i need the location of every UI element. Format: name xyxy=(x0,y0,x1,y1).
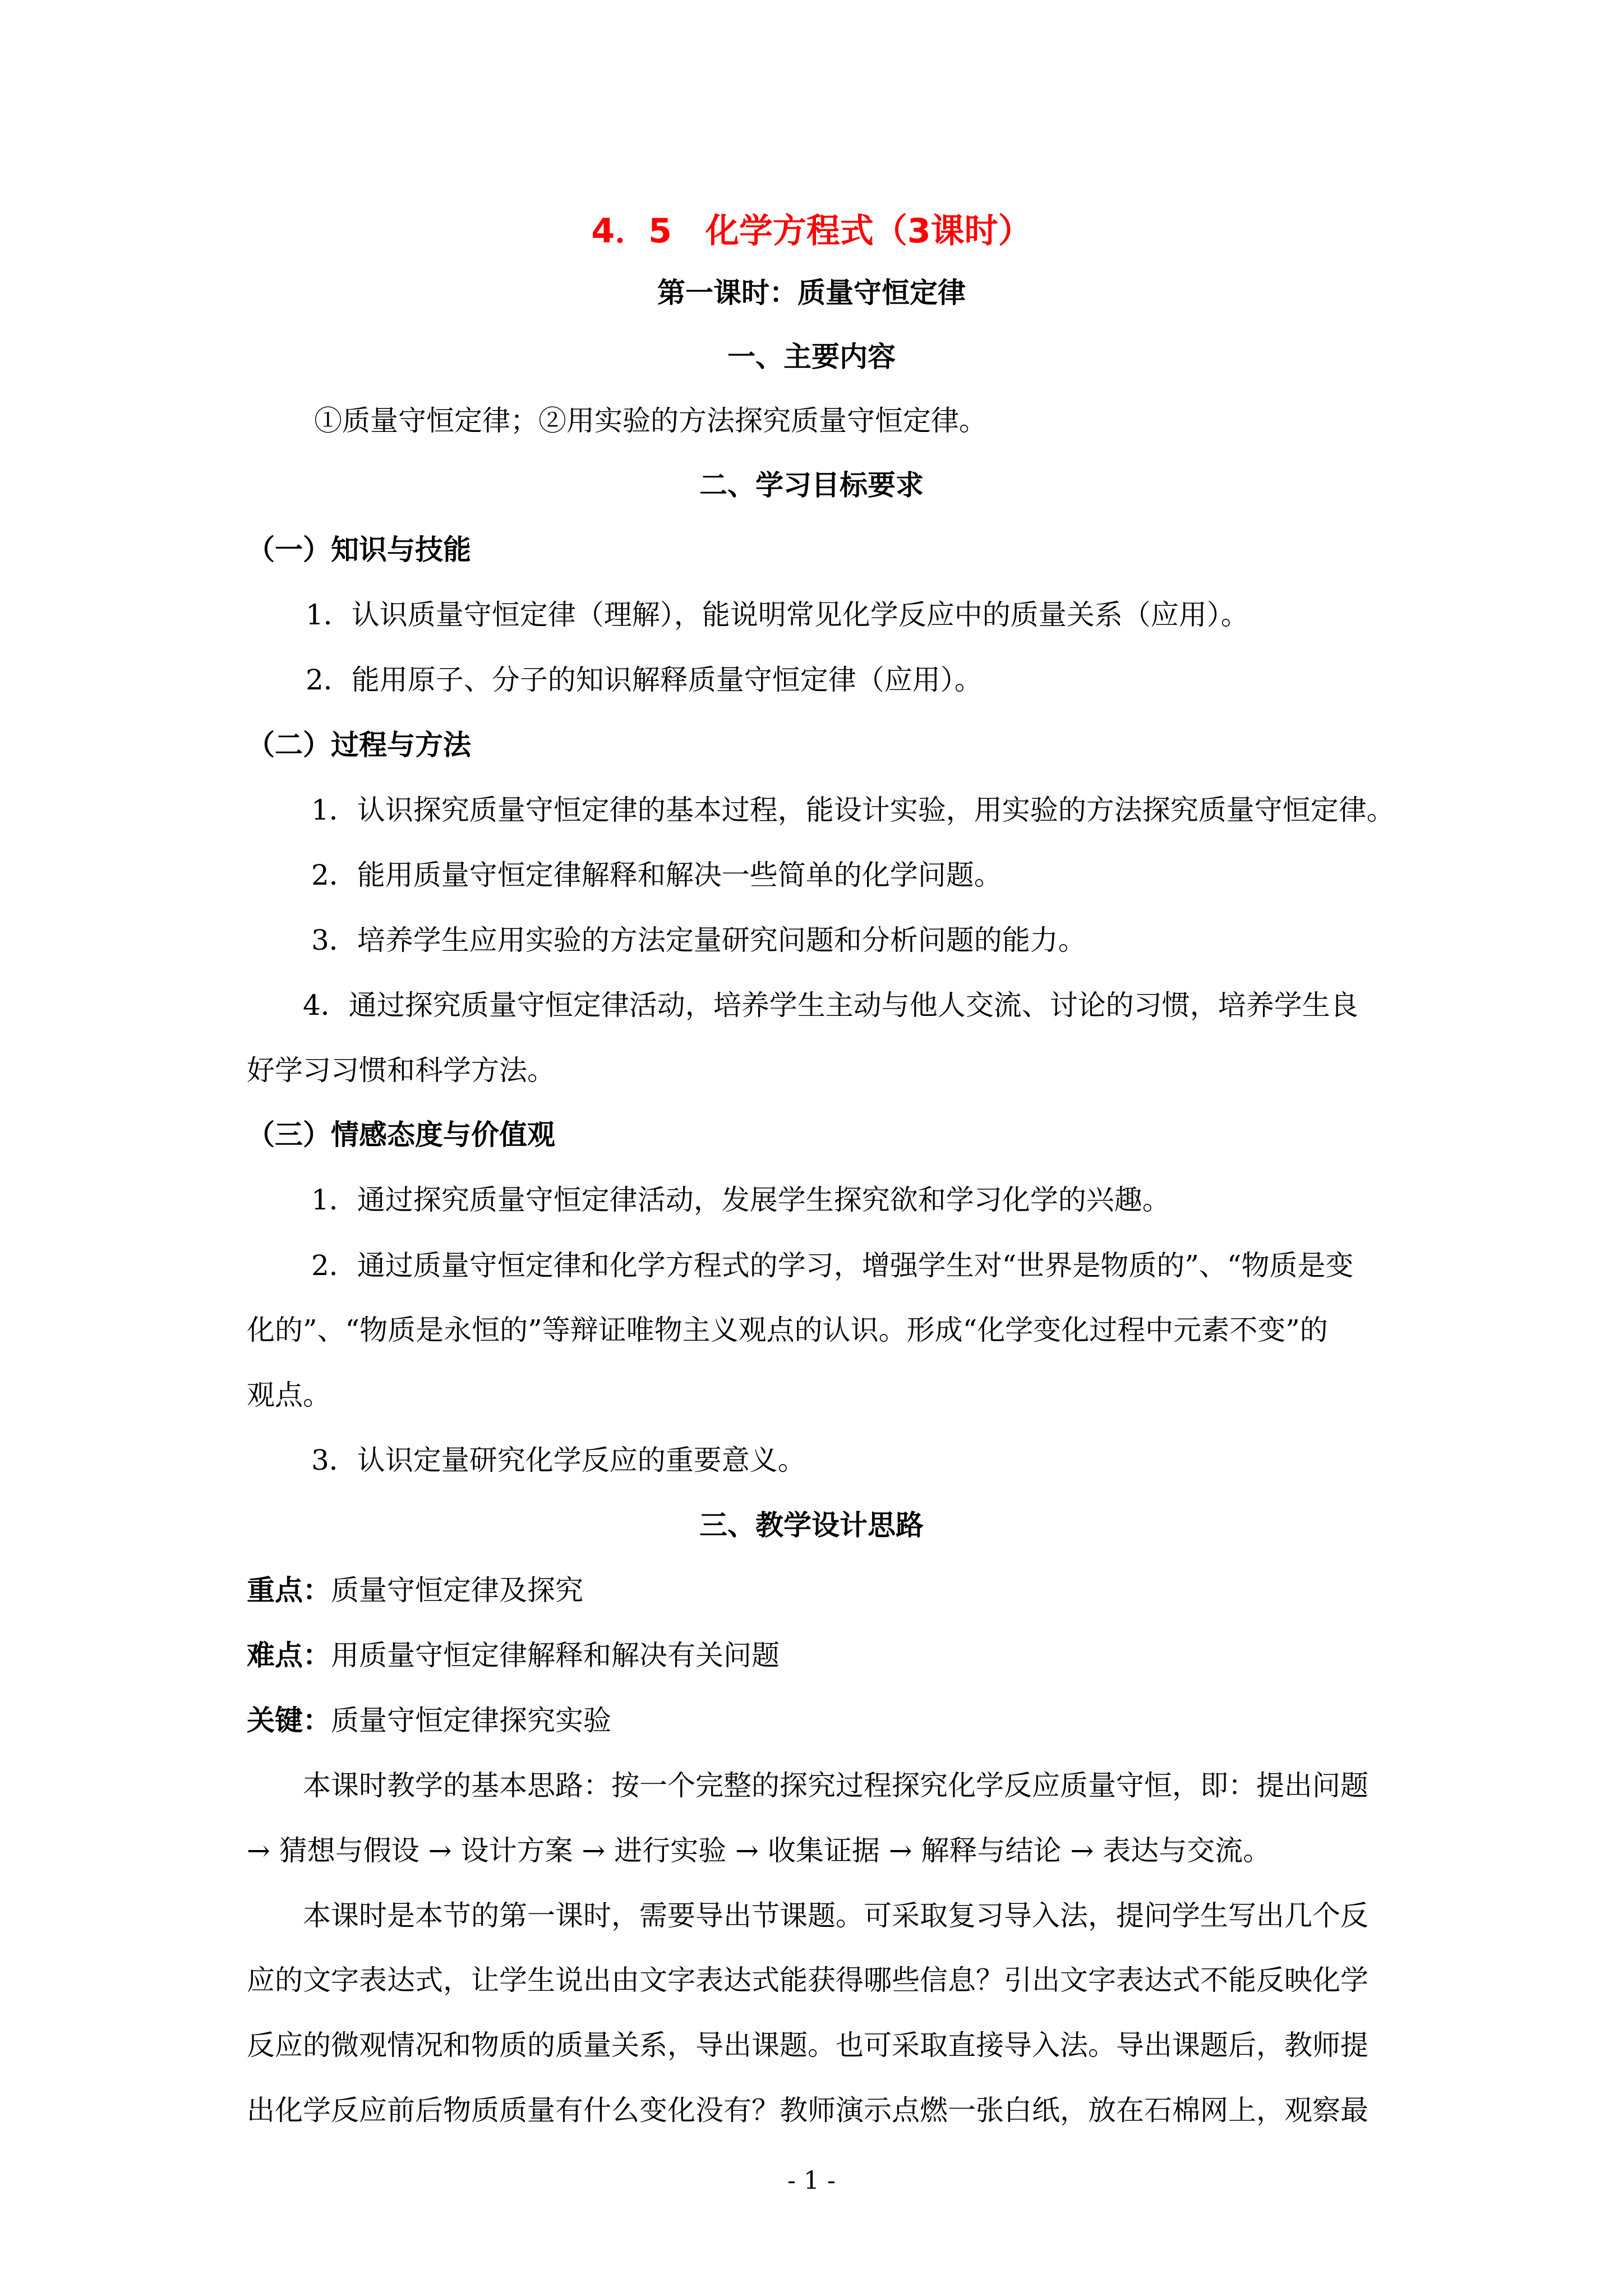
crux-point xyxy=(247,1704,611,1737)
section-heading-main-content: 一、主要内容 xyxy=(727,341,896,373)
design-paragraph-line-5: 反应的微观情况和物质的质量关系，导出课题。也可采取直接导入法。导出课题后，教师提 xyxy=(247,2029,1368,2062)
document-title: 4．5 化学方程式（3课时） xyxy=(591,211,1032,251)
process-item-2: 2．能用质量守恒定律解释和解决一些简单的化学问题。 xyxy=(311,859,1002,891)
difficulty-point xyxy=(247,1639,780,1672)
process-item-3: 3．培养学生应用实验的方法定量研究问题和分析问题的能力。 xyxy=(311,924,1086,956)
difficulty-label: 难点： xyxy=(247,1639,331,1672)
attitude-item-2-continued: 化的”、“物质是永恒的”等辩证唯物主义观点的认识。形成“化学变化过程中元素不变”的 xyxy=(247,1314,1328,1346)
design-paragraph-line-3: 本课时是本节的第一课时，需要导出节课题。可采取复习导入法，提问学生写出几个反 xyxy=(303,1899,1368,1932)
knowledge-item-2: 2．能用原子、分子的知识解释质量守恒定律（应用）。 xyxy=(306,664,983,696)
design-paragraph-line-1: 本课时教学的基本思路：按一个完整的探究过程探究化学反应质量守恒，即：提出问题 xyxy=(303,1769,1368,1802)
crux-text: 质量守恒定律探究实验 xyxy=(331,1704,611,1737)
process-item-4: 4．通过探究质量守恒定律活动，培养学生主动与他人交流、讨论的习惯，培养学生良 xyxy=(303,989,1358,1022)
crux-label: 关键： xyxy=(247,1704,331,1737)
key-point xyxy=(247,1573,583,1607)
attitude-item-3: 3．认识定量研究化学反应的重要意义。 xyxy=(311,1444,806,1476)
design-paragraph-line-4: 应的文字表达式，让学生说出由文字表达式能获得哪些信息？引出文字表达式不能反映化学 xyxy=(247,1964,1368,1996)
process-item-4-continued: 好学习习惯和科学方法。 xyxy=(247,1054,555,1087)
knowledge-item-1: 1．认识质量守恒定律（理解），能说明常见化学反应中的质量关系（应用）。 xyxy=(306,599,1249,631)
section-heading-teaching-design: 三、教学设计思路 xyxy=(699,1509,924,1542)
attitude-item-2-end: 观点。 xyxy=(247,1379,331,1411)
difficulty-text: 用质量守恒定律解释和解决有关问题 xyxy=(331,1639,780,1672)
page-number: - 1 - xyxy=(787,2166,836,2195)
design-paragraph-line-6: 出化学反应前后物质质量有什么变化没有？教师演示点燃一张白纸，放在石棉网上，观察最 xyxy=(247,2094,1368,2127)
attitude-item-2: 2．通过质量守恒定律和化学方程式的学习，增强学生对“世界是物质的”、“物质是变 xyxy=(311,1249,1354,1282)
design-paragraph-line-2: → 猜想与假设 → 设计方案 → 进行实验 → 收集证据 → 解释与结论 → 表达与交流。 xyxy=(247,1834,1271,1867)
key-point-text: 质量守恒定律及探究 xyxy=(331,1574,583,1607)
subheading-knowledge-skills: （一）知识与技能 xyxy=(247,533,471,566)
key-point-label: 重点： xyxy=(247,1574,331,1607)
section-heading-learning-goals: 二、学习目标要求 xyxy=(699,469,924,501)
process-item-1: 1．认识探究质量守恒定律的基本过程，能设计实验，用实验的方法探究质量守恒定律。 xyxy=(311,794,1395,826)
lesson-heading: 第一课时：质量守恒定律 xyxy=(657,277,966,309)
subheading-attitudes-values: （三）情感态度与价值观 xyxy=(247,1119,555,1151)
main-content-text: ①质量守恒定律；②用实验的方法探究质量守恒定律。 xyxy=(314,404,987,437)
attitude-item-1: 1．通过探究质量守恒定律活动，发展学生探究欲和学习化学的兴趣。 xyxy=(311,1184,1170,1216)
subheading-process-methods: （二）过程与方法 xyxy=(247,729,471,761)
